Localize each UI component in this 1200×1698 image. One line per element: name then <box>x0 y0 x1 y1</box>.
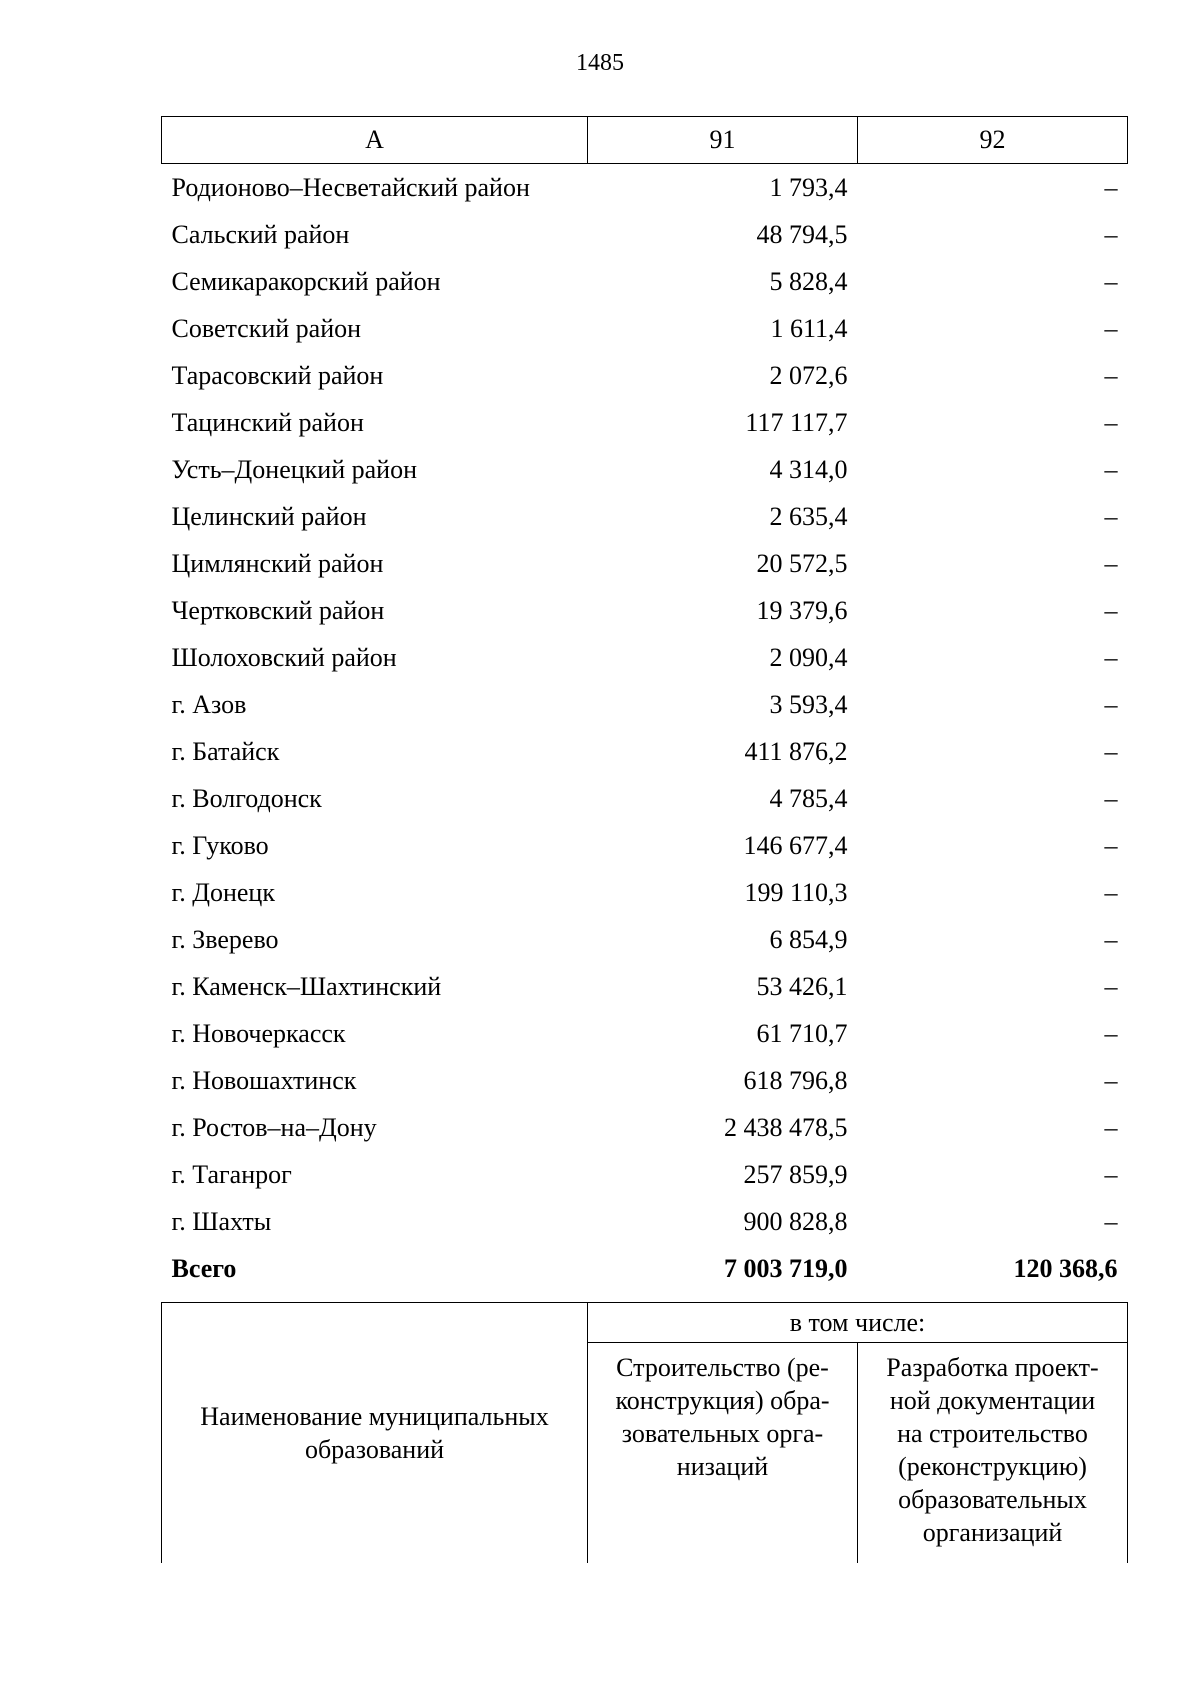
value-91-cell: 4 314,0 <box>769 454 848 484</box>
table-row <box>162 916 1128 963</box>
table-row <box>162 1198 1128 1245</box>
value-91-cell: 618 796,8 <box>743 1065 848 1095</box>
municipality-cell: г. Гуково <box>171 830 269 860</box>
page-number: 1485 <box>576 50 624 76</box>
table-row <box>162 352 1128 399</box>
value-91-cell: 2 072,6 <box>769 360 848 390</box>
value-91-cell: 2 438 478,5 <box>724 1112 848 1142</box>
municipality-cell: Семикаракорский район <box>171 266 441 296</box>
table-row <box>162 869 1128 916</box>
value-91-cell: 146 677,4 <box>743 830 848 860</box>
value-92-cell: – <box>1104 877 1118 907</box>
data-table <box>161 116 1128 1292</box>
municipality-cell: Целинский район <box>171 501 367 531</box>
table-row <box>162 681 1128 728</box>
column-header-92: 92 <box>858 117 1128 164</box>
municipality-cell: г. Таганрог <box>171 1159 292 1189</box>
municipality-cell: Цимлянский район <box>171 548 384 578</box>
value-92-cell: – <box>1104 501 1118 531</box>
column-header-91: 91 <box>588 117 858 164</box>
table-row <box>162 540 1128 587</box>
value-92-cell: – <box>1104 971 1118 1001</box>
municipality-cell: г. Новочеркасск <box>171 1018 346 1048</box>
municipality-cell: г. Донецк <box>171 877 275 907</box>
value-92-cell: – <box>1104 1112 1118 1142</box>
table-row <box>162 822 1128 869</box>
value-92-cell: – <box>1104 689 1118 719</box>
table-row <box>162 493 1128 540</box>
table-row <box>162 775 1128 822</box>
value-92-cell: 120 368,6 <box>1013 1253 1118 1283</box>
value-91-cell: 6 854,9 <box>769 924 848 954</box>
value-92-cell: – <box>1104 924 1118 954</box>
value-91-cell: 5 828,4 <box>769 266 848 296</box>
table-row <box>162 728 1128 775</box>
table-body <box>162 164 1128 1293</box>
value-92-cell: – <box>1104 1159 1118 1189</box>
value-92-cell: – <box>1104 1018 1118 1048</box>
value-91-cell: 2 090,4 <box>769 642 848 672</box>
value-91-cell: 19 379,6 <box>756 595 848 625</box>
value-92-cell: – <box>1104 219 1118 249</box>
table-row <box>162 399 1128 446</box>
value-91-cell: 2 635,4 <box>769 501 848 531</box>
value-91-cell: 53 426,1 <box>756 971 848 1001</box>
value-92-cell: – <box>1104 783 1118 813</box>
municipality-cell: Родионово–Несветайский район <box>171 172 530 202</box>
value-92-cell: – <box>1104 360 1118 390</box>
table-row <box>162 1057 1128 1104</box>
value-91-cell: 61 710,7 <box>756 1018 848 1048</box>
value-92-cell: – <box>1104 266 1118 296</box>
municipality-cell: Сальский район <box>171 219 350 249</box>
value-92-cell: – <box>1104 548 1118 578</box>
value-91-cell: 48 794,5 <box>756 219 848 249</box>
table-row <box>162 164 1128 212</box>
table-row <box>162 211 1128 258</box>
municipality-cell: Шолоховский район <box>171 642 397 672</box>
value-91-cell: 199 110,3 <box>744 877 848 907</box>
municipality-cell: г. Зверево <box>171 924 279 954</box>
municipality-cell: г. Каменск–Шахтинский <box>171 971 442 1001</box>
value-91-cell: 257 859,9 <box>743 1159 848 1189</box>
value-91-cell: 117 117,7 <box>745 407 848 437</box>
continuation-header-table <box>161 1302 1128 1563</box>
value-91-cell: 1 611,4 <box>770 313 848 343</box>
municipality-cell: Чертковский район <box>171 595 385 625</box>
table-row <box>162 258 1128 305</box>
value-91-cell: 20 572,5 <box>756 548 848 578</box>
municipality-cell: Советский район <box>171 313 362 343</box>
construction-header: Строительство (ре- конструкция) обра- зовательных орга- низаций <box>588 1343 858 1563</box>
value-92-cell: – <box>1104 407 1118 437</box>
value-91-cell: 4 785,4 <box>769 783 848 813</box>
table-row <box>162 1104 1128 1151</box>
column-header-a: А <box>162 117 588 164</box>
table-row <box>162 587 1128 634</box>
municipality-cell: г. Волгодонск <box>171 783 322 813</box>
value-92-cell: – <box>1104 642 1118 672</box>
table-row <box>162 1010 1128 1057</box>
municipality-cell: г. Шахты <box>171 1206 272 1236</box>
municipality-cell: Тацинский район <box>171 407 364 437</box>
value-92-cell: – <box>1104 595 1118 625</box>
table-row <box>162 1151 1128 1198</box>
municipality-cell: Усть–Донецкий район <box>171 454 417 484</box>
municipality-cell: г. Новошахтинск <box>171 1065 357 1095</box>
municipality-cell: г. Батайск <box>171 736 280 766</box>
value-91-cell: 3 593,4 <box>769 689 848 719</box>
value-92-cell: – <box>1104 736 1118 766</box>
value-92-cell: – <box>1104 313 1118 343</box>
value-92-cell: – <box>1104 1065 1118 1095</box>
value-92-cell: – <box>1104 1206 1118 1236</box>
design-documentation-header: Разработка проект- ной документации на строительство (реконструкцию) образовательных организаций <box>858 1343 1128 1563</box>
municipality-cell: г. Ростов–на–Дону <box>171 1112 377 1142</box>
total-row <box>162 1245 1128 1292</box>
table-row <box>162 305 1128 352</box>
value-91-cell: 1 793,4 <box>769 172 848 202</box>
value-91-cell: 7 003 719,0 <box>724 1253 848 1283</box>
value-92-cell: – <box>1104 830 1118 860</box>
table-row <box>162 634 1128 681</box>
including-header: в том числе: <box>588 1303 1128 1343</box>
value-92-cell: – <box>1104 172 1118 202</box>
value-92-cell: – <box>1104 454 1118 484</box>
table-row <box>162 963 1128 1010</box>
table-row <box>162 446 1128 493</box>
municipality-cell: Всего <box>171 1253 237 1283</box>
table-header-row <box>162 117 1128 164</box>
municipality-cell: Тарасовский район <box>171 360 384 390</box>
municipality-name-header: Наименование муниципальных образований <box>162 1303 588 1564</box>
value-91-cell: 900 828,8 <box>743 1206 848 1236</box>
value-91-cell: 411 876,2 <box>744 736 848 766</box>
municipality-cell: г. Азов <box>171 689 247 719</box>
